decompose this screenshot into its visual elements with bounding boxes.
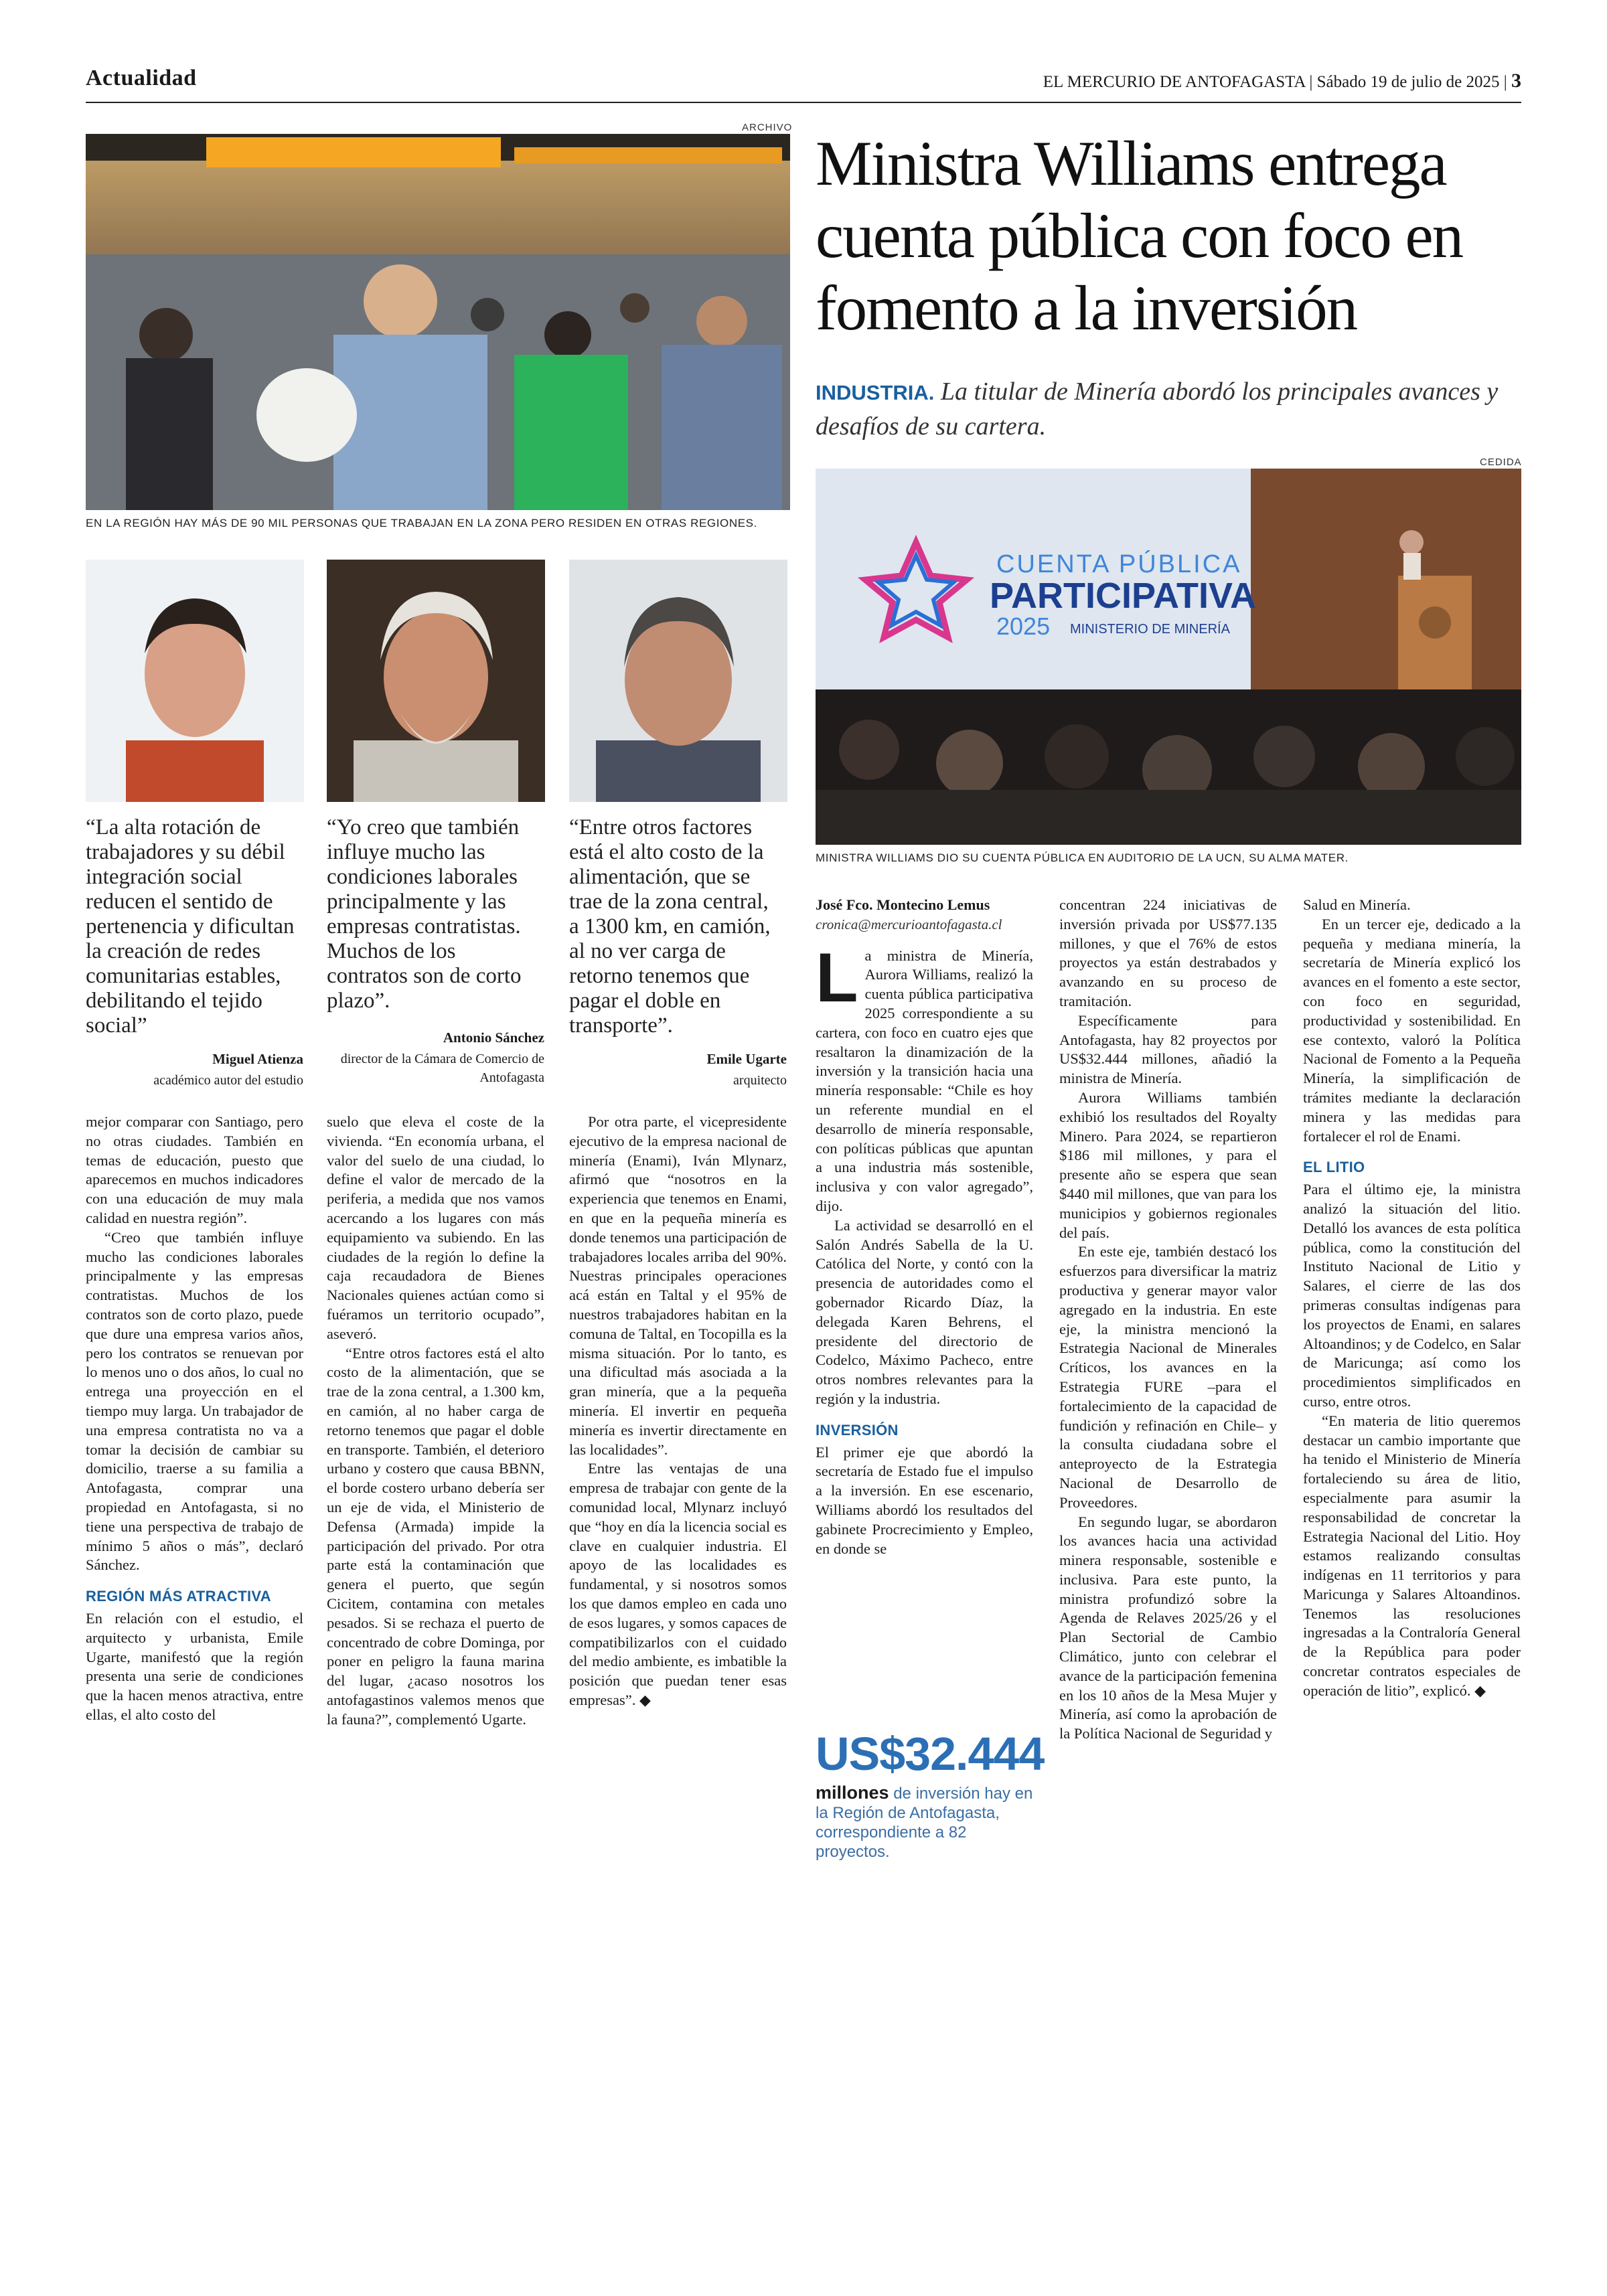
airport-photo [86, 134, 790, 510]
event-photo [816, 469, 1521, 845]
quote-name-atienza: Miguel Atienza [212, 1051, 303, 1067]
paragraph-lead [816, 938, 1033, 1216]
quote-name-sanchez: Antonio Sánchez [443, 1030, 544, 1046]
quote-ugarte: “Entre otros factores está el alto costo de la alimentación, que se trae de la zona central, a 1300 km, en camión, al no ver carga de retorno tenemos que pagar el doble en transporte”. [569, 815, 771, 1038]
masthead-separator: | [1309, 73, 1317, 91]
quote-name-ugarte: Emile Ugarte [706, 1051, 787, 1067]
auditorium-scene [816, 469, 1521, 845]
paper-name: EL MERCURIO DE ANTOFAGASTA [1043, 73, 1306, 91]
column-1 [86, 1113, 303, 1725]
paragraph: La actividad se desarrolló en el Salón Andrés Sabella de la U. Católica del Norte, y contó con la presencia de autoridades como el gobernador Ricardo Díaz, la delegada Karen Behrens, el presidente del directorio de Codelco, Máximo Pacheco, entre otros nombres relevantes para la región y la industria. [816, 1216, 1033, 1407]
quote-role-ugarte: arquitecto [733, 1073, 787, 1088]
section-label: Actualidad [86, 66, 197, 90]
portrait-atienza-svg [86, 560, 304, 802]
paragraph: “Entre otros factores está el alto costo de la alimentación, que se trae de la zona central, a 1.300 km, en camión, al no haber carga de retorno tenemos que pagar el doble en transporte. También, el deterioro urbano y costero que causa BBNN, el borde costero urbano debería ser un eje de vida, el Ministerio de Defensa (Armada) impide la participación del privado. Por otra parte está la contaminación que genera el puerto, que según Cicitem, contamina con metales pesados. Si se rechaza el puerto de concentrado de cobre Dominga, por poner en peligro la fauna marina del lugar, ¿acaso nosotros los antofagastinos valemos menos que la fauna?”, complementó Ugarte. [327, 1344, 544, 1728]
figure-unit: millones [816, 1783, 889, 1803]
photo-caption-top: EN LA REGIÓN HAY MÁS DE 90 MIL PERSONAS QUE TRABAJAN EN LA ZONA PERO RESIDEN EN OTRAS REGIONES. [86, 517, 757, 529]
column-3 [569, 1113, 787, 1710]
screen-title-1: CUENTA PÚBLICA [996, 550, 1242, 578]
paragraph: Específicamente para Antofagasta, hay 82 proyectos por US$32.444 millones, añadió la ministra de Minería. [1059, 1011, 1277, 1087]
paragraph: Salud en Minería. [1303, 896, 1411, 913]
paragraph: En este eje, también destacó los esfuerzos para diversificar la matriz productiva y generar mayor valor agregado en la industria. En este eje, la ministra mencionó la Estrategia Nacional de Minerales Críticos, los avances en la Estrategia FURE –para el fortalecimiento de la capacidad de fundición y refinación en Chile– y la consulta ciudadana sobre el anteproyecto de la Estrategia Nacional de Desarrollo de Proveedores. [1059, 1243, 1277, 1511]
paragraph: En relación con el estudio, el arquitecto y urbanista, Emile Ugarte, manifestó que la región presenta una serie de condiciones que la hacen menos atractiva, entre ellas, el alto costo del [86, 1609, 303, 1723]
paragraph: Aurora Williams también exhibió los resultados del Royalty Minero. Para 2024, se repartieron $186 mil millones, y para el presente año se espera que sean $440 mil millones, que van para los municipios y gobiernos regionales del país. [1059, 1088, 1277, 1241]
column-6 [1303, 896, 1521, 1701]
end-mark: ◆ [639, 1691, 651, 1708]
column-5 [1059, 896, 1277, 1744]
quote-role-atienza: académico autor del estudio [153, 1073, 303, 1088]
deck-text: La titular de Minería abordó los principales avances y desafíos de su cartera. [816, 378, 1499, 440]
figure-desc: de inversión hay en la Región de Antofagasta, correspondiente a 82 proyectos. [816, 1785, 1033, 1861]
portrait-sanchez [327, 560, 545, 802]
screen-year: 2025 [996, 612, 1051, 640]
subhead-region: REGIÓN MÁS ATRACTIVA [86, 1588, 271, 1605]
column-2 [327, 1113, 544, 1730]
headline: Ministra Williams entrega cuenta pública con foco en fomento a la inversión [816, 128, 1463, 343]
deck-tag: INDUSTRIA. [816, 381, 935, 404]
photo-caption-event: MINISTRA WILLIAMS DIO SU CUENTA PÚBLICA EN AUDITORIO DE LA UCN, SU ALMA MATER. [816, 851, 1349, 864]
deck [816, 375, 1519, 443]
end-mark: ◆ [1474, 1682, 1486, 1699]
figure-amount: US$32.444 [816, 1728, 1045, 1780]
paragraph: En segundo lugar, se abordaron los avances hacia una actividad minera responsable, sostenible e inclusiva. Para este punto, la ministra profundizó sobre la Agenda de Relaves 2025/26 y el Plan Sectorial de Cambio Climático, junto con celebrar el avance de la participación femenina en los 10 años de la Mesa Mujer y Minería, así como la aprobación de la Política Nacional de Seguridad y [1059, 1513, 1277, 1742]
screen-title-2: PARTICIPATIVA [990, 576, 1256, 616]
paragraph: En un tercer eje, dedicado a la pequeña y mediana minería, la secretaría de Minería explicó los avances en el fomento a este sector, con foco en seguridad, productividad y sostenibilidad. En ese contexto, valoró la Política Nacional de Fomento a la Pequeña Minería, la simplificación de trámites mediante la declaración minera y las medidas para fortalecer el rol de Enami. [1303, 915, 1521, 1145]
header-rule [86, 102, 1521, 103]
airport-scene [86, 134, 790, 510]
masthead: EL MERCURIO DE ANTOFAGASTA | Sábado 19 de julio de 2025 | 3 [1043, 70, 1521, 92]
photo-credit-top: ARCHIVO [742, 122, 793, 133]
column-4 [816, 896, 1033, 1558]
paragraph: El primer eje que abordó la secretaría de Estado fue el impulso a la inversión. En ese escenario, Williams abordó los resultados del gabinete Procrecimiento y Empleo, en donde se [816, 1443, 1033, 1557]
portrait-ugarte [569, 560, 787, 802]
page-number: 3 [1511, 70, 1521, 92]
quote-role-sanchez: director de la Cámara de Comercio de Antofagasta [340, 1052, 544, 1085]
paragraph-text: “En materia de litio queremos destacar un cambio importante que ha tenido el Ministerio de Minería fortaleciendo su área de litio, especialmente para asumir la responsabilidad de concretar la Estrategia Nacional del Litio. Hoy estamos realizando consultas indígenas en 11 territorios y para Maricunga y Salares Altoandinos. Tenemos las resoluciones ingresadas a la Contraloría General de la República para poder concretar contratos especiales de operación de litio”, explicó. [1303, 1412, 1521, 1699]
paragraph: concentran 224 iniciativas de inversión privada por US$77.135 millones, y que el 76% de estos proyectos ya están destrabados y avanzando en su proceso de tramitación. [1059, 896, 1277, 1009]
paragraph-text: a ministra de Minería, Aurora Williams, realizó la cuenta pública participativa 2025 correspondiente a su cartera, con foco en cuatro ejes que resaltaron la dinamización de la inversión y la transición hacia una minería responsable: “Chile es hoy un referente mundial en el desarrollo de minería responsable, con políticas públicas que apuntan a una industria más sostenible, inclusiva y con valor agregado”, dijo. [816, 947, 1033, 1214]
paragraph: mejor comparar con Santiago, pero no otras ciudades. También en temas de educación, puesto que aparecemos en muchos indicadores con una educación de muy mala calidad en nuestra región”. [86, 1113, 303, 1226]
subhead-litio: EL LITIO [1303, 1159, 1365, 1176]
portrait-ugarte-svg [569, 560, 787, 802]
portrait-atienza [86, 560, 304, 802]
paragraph [569, 1459, 787, 1710]
subhead-inversion: INVERSIÓN [816, 1421, 899, 1439]
portrait-sanchez-svg [327, 560, 545, 802]
issue-date: Sábado 19 de julio de 2025 [1316, 73, 1500, 91]
photo-credit-event: CEDIDA [1480, 457, 1522, 468]
paragraph: Para el último eje, la ministra analizó la situación del litio. Detalló los avances de esta política pública, como la constitución del Instituto Nacional de Litio y Salares, el cierre de las dos primeras consultas indígenas para los proyectos de Enami, en salares Altoandinos; y de Codelco, en Salar de Maricunga; así como los procedimientos simplificados en curso, entre otros. [1303, 1181, 1521, 1410]
quote-atienza: “La alta rotación de trabajadores y su débil integración social reducen el sentido de pertenencia y dificultan la creación de redes comunitarias estables, debilitando el tejido social” [86, 815, 295, 1038]
paragraph: Por otra parte, el vicepresidente ejecutivo de la empresa nacional de minería (Enami), Iván Mlynarz, afirmó que “nosotros en la experiencia que tenemos en Enami, en que en la pequeña minería es donde tenemos una participación de trabajadores locales arriba del 90%. Nuestras principales operaciones acá están en Taltal y el 95% de nuestros trabajadores habitan en la comuna de Taltal, en Tocopilla es la misma situación. Por lo tanto, es una dificultad más asociada a la gran minería, que a la pequeña minería. El invertir en pequeña minería es invertir directamente en las localidades”. [569, 1113, 787, 1458]
paragraph [1303, 1412, 1521, 1701]
paragraph-text: Entre las ventajas de una empresa de trabajar con gente de la comunidad local, Mlynarz incluyó que “hoy en día la licencia social es clave en cualquier industria. El apoyo de las localidades es fundamental, y si nosotros somos los que damos empleo en cada uno de esos lugares, y somos capaces de compatibilizarlos con el cuidado del medio ambiente, es imbatible la posición que puedan tener esas empresas”. [569, 1460, 787, 1708]
drop-cap: L [816, 938, 858, 1017]
byline: José Fco. Montecino Lemus [816, 896, 990, 913]
paragraph: “Creo que también influye mucho las condiciones laborales principalmente y las empresas contratistas. Muchos de los contratos son de corto plazo, puede que dure una empresa varios años, pero los contratos se renuevan por lo menos uno o dos años, lo cual no entrega una proyección en el tiempo muy larga. Un trabajador de una empresa contratista no va a tomar la decisión de cambiar su domicilio, traerse a su familia a Antofagasta, comprar una propiedad en Antofagasta, si no tiene una perspectiva de trabajo de mínimo 5 años o más”, declaró Sánchez. [86, 1228, 303, 1574]
paragraph: suelo que eleva el coste de la vivienda. “En economía urbana, el valor del suelo de una ciudad, lo define el valor de mercado de la periferia, a medida que nos vamos acercando a los lugares con más equipamiento va subiendo. En las ciudades de la región lo define la caja recaudadora de Bienes Nacionales quienes actúan como si fuéramos un territorio ocupado”, aseveró. [327, 1113, 544, 1342]
figure-text [816, 1783, 1037, 1862]
screen-ministry: MINISTERIO DE MINERÍA [1070, 622, 1230, 637]
byline-email: cronica@mercurioantofagasta.cl [816, 916, 1002, 932]
quote-sanchez: “Yo creo que también influye mucho las condiciones laborales principalmente y las empresas contratistas. Muchos de los contratos son de corto plazo”. [327, 815, 522, 1013]
